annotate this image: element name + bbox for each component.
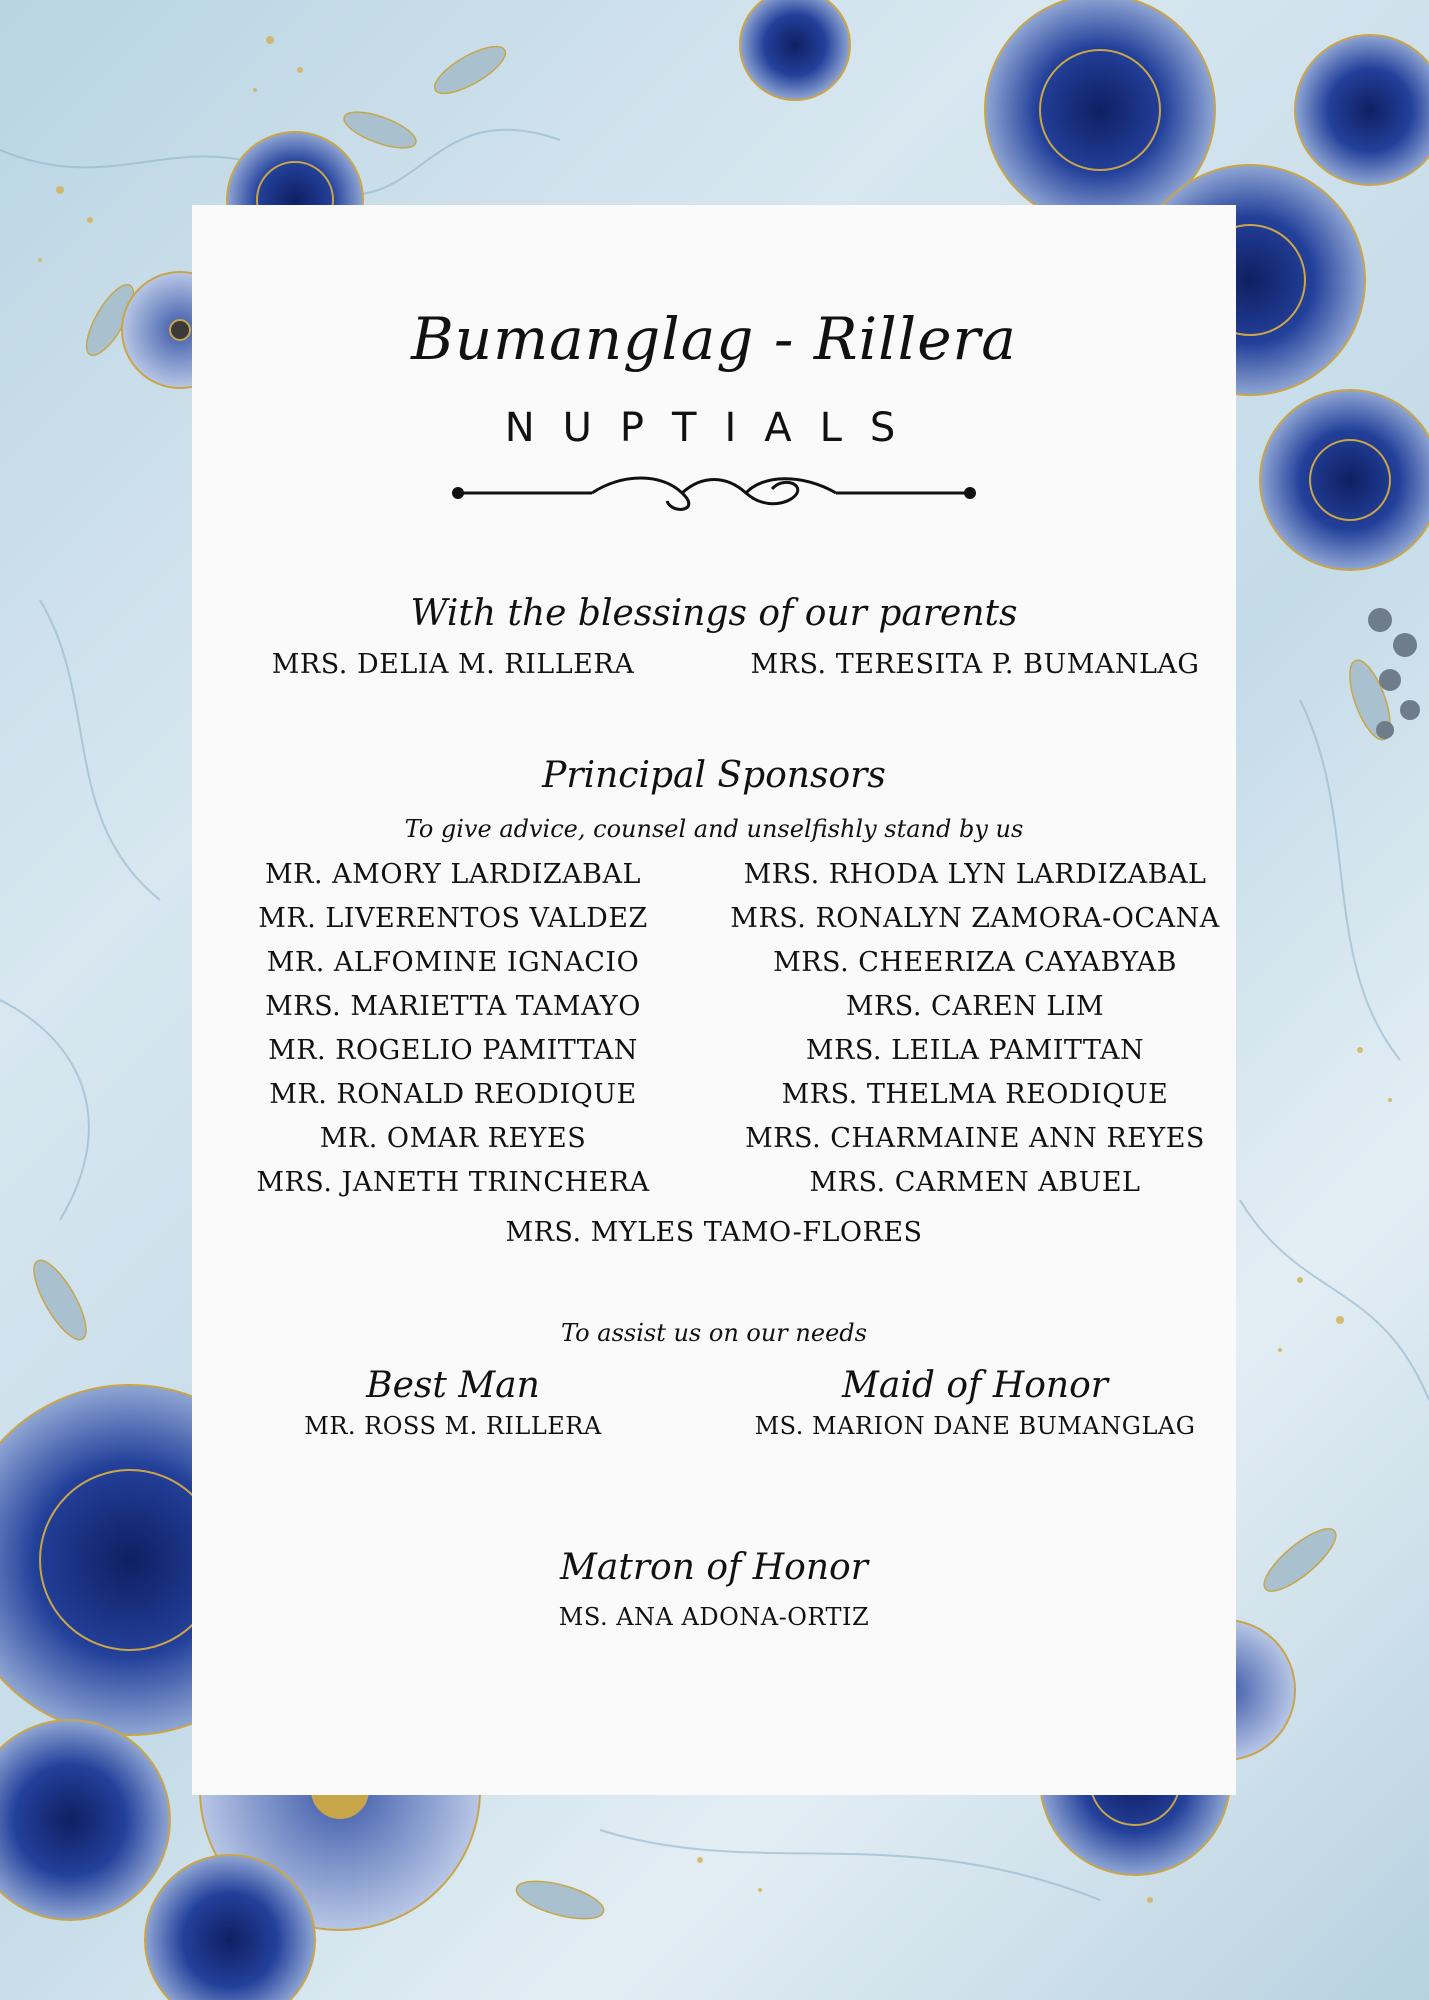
sponsor-name: MRS. JANETH TRINCHERA [256,1167,650,1198]
sponsor-name: MR. LIVERENTOS VALDEZ [258,903,648,934]
sponsor-extra-name: MRS. MYLES TAMO-FLORES [505,1217,923,1248]
parent-name-left: MRS. DELIA M. RILLERA [271,649,635,680]
sponsor-name: MRS. CAREN LIM [845,991,1105,1022]
sponsors-title: Principal Sponsors [542,755,886,796]
maid-of-honor-name: MS. MARION DANE BUMANGLAG [754,1412,1196,1440]
sponsors-left-column [192,853,714,1205]
parent-name-right: MRS. TERESITA P. BUMANLAG [750,649,1200,680]
sponsor-name: MRS. RONALYN ZAMORA-OCANA [730,903,1220,934]
sponsor-name: MRS. CHARMAINE ANN REYES [745,1123,1205,1154]
sponsor-name: MRS. RHODA LYN LARDIZABAL [743,859,1207,890]
invitation-card [192,205,1236,1795]
best-man-title: Best Man [366,1365,540,1406]
sponsor-name: MR. ROGELIO PAMITTAN [268,1035,638,1066]
sponsor-name: MR. ALFOMINE IGNACIO [266,947,640,978]
nuptials-heading: NUPTIALS [504,405,924,451]
entourage-caption: To assist us on our needs [561,1319,867,1347]
sponsor-name: MRS. LEILA PAMITTAN [805,1035,1145,1066]
sponsor-name: MRS. CHEERIZA CAYABYAB [773,947,1177,978]
best-man-name: MR. ROSS M. RILLERA [304,1412,602,1440]
sponsor-name: MRS. THELMA REODIQUE [781,1079,1169,1110]
sponsor-name: MR. AMORY LARDIZABAL [265,859,641,890]
parents-title: With the blessings of our parents [410,593,1018,634]
couple-names: Bumanglag - Rillera [411,305,1017,373]
sponsor-name: MR. RONALD REODIQUE [269,1079,637,1110]
sponsor-name: MR. OMAR REYES [319,1123,587,1154]
ornament-divider [452,463,976,523]
matron-of-honor-title: Matron of Honor [560,1547,868,1588]
maid-of-honor-title: Maid of Honor [842,1365,1108,1406]
sponsors-right-column [714,853,1236,1205]
sponsors-caption: To give advice, counsel and unselfishly stand by us [404,815,1024,843]
matron-of-honor-name: MS. ANA ADONA-ORTIZ [558,1603,870,1631]
sponsor-name: MRS. CARMEN ABUEL [809,1167,1141,1198]
sponsor-name: MRS. MARIETTA TAMAYO [265,991,641,1022]
